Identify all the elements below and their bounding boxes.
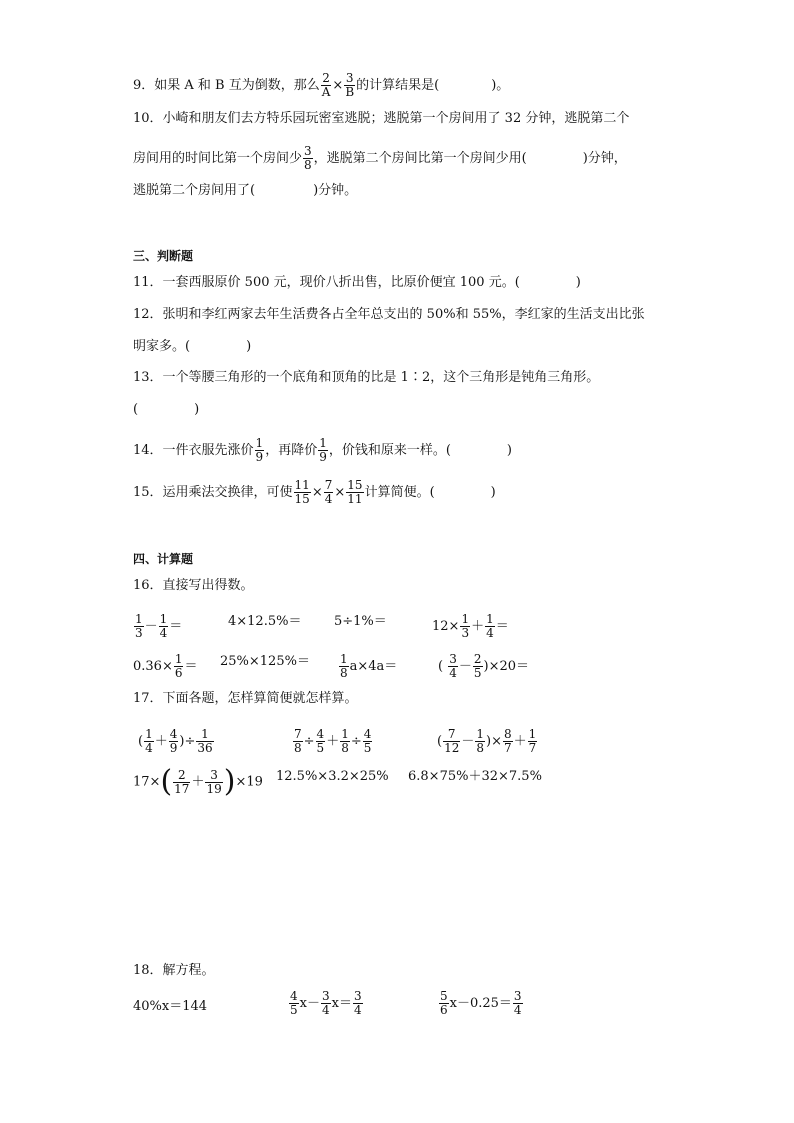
question-14: 14．一件衣服先涨价 $\frac{1}{9}$ ，再降价 $\frac{1}{9}$ ，价钱和原来一样。( ) (133, 436, 512, 464)
q17-expr-3: ( $\frac{7}{12}$ － $\frac{1}{8}$ )× $\frac{8}{7}$ ＋ $\frac{1}{7}$ (437, 727, 537, 755)
question-17-title: 17．下面各题，怎样算简便就怎样算。 (133, 691, 358, 706)
q17-expr-5: 12.5%×3.2×25% (276, 769, 389, 784)
section-heading-judgement: 三、判断题 (133, 249, 194, 263)
question-15: 15．运用乘法交换律，可使 $\frac{11}{15}$ × $\frac{7}{4}$ × $\frac{15}{11}$ 计算简便。( ) (133, 478, 496, 506)
q18-equation-2: $\frac{4}{5}$ x－ $\frac{3}{4}$ x＝ $\frac{3}{4}$ (290, 989, 362, 1017)
question-10-line-3: 逃脱第二个房间用了( )分钟。 (133, 183, 358, 198)
question-13-line-1: 13．一个等腰三角形的一个底角和顶角的比是 1∶2，这个三角形是钝角三角形。 (133, 370, 600, 385)
fraction: $\frac{1}{9}$ (319, 436, 327, 464)
question-10-line-1: 10．小崎和朋友们去方特乐园玩密室逃脱；逃脱第一个房间用了 32 分钟，逃脱第二个 (133, 111, 630, 126)
question-11: 11．一套西服原价 500 元，现价八折出售，比原价便宜 100 元。( ) (133, 275, 581, 290)
question-12-line-1: 12．张明和李红两家去年生活费各占全年总支出的 50%和 55%，李红家的生活支出比张 (133, 307, 645, 322)
q18-equation-1: 40%x＝144 (133, 999, 208, 1014)
q16-expr-2: 4×12.5%＝ (228, 614, 302, 629)
question-18-title: 18．解方程。 (133, 963, 215, 978)
q16-expr-7: $\frac{1}{8}$ a×4a＝ (340, 652, 398, 680)
question-9: 9．如果 A 和 B 互为倒数，那么 $\frac{2}{A}$ × $\frac{3}{B}$ 的计算结果是( )。 (133, 71, 510, 99)
fraction: $\frac{3}{B}$ (345, 71, 355, 99)
question-16-title: 16．直接写出得数。 (133, 578, 254, 593)
q16-expr-5: 0.36× $\frac{1}{6}$ ＝ (133, 652, 198, 680)
fraction: $\frac{11}{15}$ (294, 478, 310, 506)
section-heading-calculation: 四、计算题 (133, 552, 194, 566)
fraction: $\frac{1}{9}$ (255, 436, 264, 464)
q17-expr-4: 17×( $\frac{2}{17}$ ＋ $\frac{3}{19}$ )×19 (133, 764, 263, 799)
q17-expr-1: ( $\frac{1}{4}$ ＋ $\frac{4}{9}$ )÷ $\frac{1}{36}$ (138, 727, 213, 755)
fraction: $\frac{2}{A}$ (321, 71, 331, 99)
q16-expr-6: 25%×125%＝ (220, 654, 310, 669)
question-12-line-2: 明家多。( ) (133, 339, 252, 354)
q16-expr-4: 12× $\frac{1}{3}$ ＋ $\frac{1}{4}$ ＝ (432, 612, 509, 640)
q16-expr-8: ( $\frac{3}{4}$ － $\frac{2}{5}$ )×20＝ (438, 652, 530, 680)
q18-equation-3: $\frac{5}{6}$ x－0.25＝ $\frac{3}{4}$ (440, 989, 522, 1017)
question-13-line-2: ( ) (133, 402, 200, 417)
q17-expr-6: 6.8×75%＋32×7.5% (408, 769, 542, 784)
q16-expr-1: $\frac{1}{3}$ － $\frac{1}{4}$ ＝ (135, 612, 183, 640)
q16-expr-3: 5÷1%＝ (334, 614, 387, 629)
q17-expr-2: $\frac{7}{8}$ ÷ $\frac{4}{5}$ ＋ $\frac{1}{8}$ ÷ $\frac{4}{5}$ (294, 727, 372, 755)
fraction: $\frac{15}{11}$ (347, 478, 363, 506)
question-10-line-2: 房间用的时间比第一个房间少 $\frac{3}{8}$ ，逃脱第二个房间比第一个房间少用( )分钟， (133, 144, 627, 172)
fraction: $\frac{7}{4}$ (324, 478, 333, 506)
fraction: $\frac{3}{8}$ (304, 144, 312, 172)
